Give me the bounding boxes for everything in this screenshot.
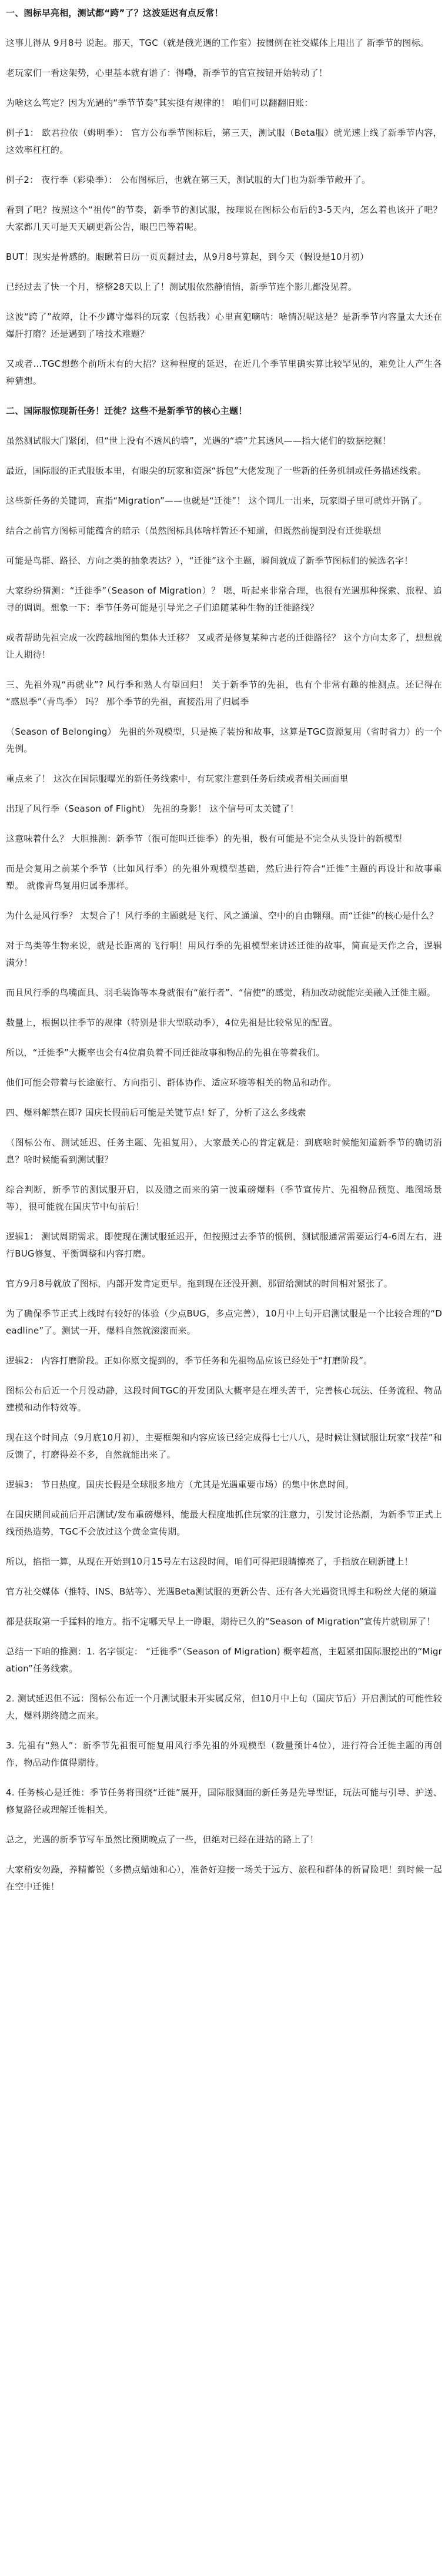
paragraph: 大家稍安勿躁，养精蓄锐（多攒点蜡烛和心），准备好迎接一场关于远方、旅程和群体的新冒险吧！到时候一起在空中迁徙！: [6, 1864, 442, 1892]
paragraph: （Season of Belonging） 先祖的外观模型，只是换了装扮和故事，这算是TGC资源复用（省时省力）的一个先例。: [6, 726, 442, 754]
paragraph: 而且风行季的鸟嘴面具、羽毛装饰等本身就很有“旅行者”、“信使”的感觉，稍加改动就能完美融入迁徙主题。: [6, 987, 436, 998]
paragraph: 4. 任务核心是迁徙：季节任务将围绕“迁徙”展开，国际服测面的新任务是先导型证，玩法可能与引导、护送、修复路径或理解迁徙相关。: [6, 1787, 442, 1815]
paragraph: 大家纷纷猜测：“迁徙季”（Season of Migration）？ 嗯，听起来非常合理，也很有光遇那种探索、旅程、追寻的调调。想象一下：季节任务可能是引导光之子们追随某种生物的迁徙路线？: [6, 585, 442, 613]
paragraph: 为了确保季节正式上线时有较好的体验（少点BUG，多点完善），10月中上旬开启测试服是一个比较合理的“Deadline”了。测试一开，爆料自然就滚滚而来。: [6, 1308, 442, 1336]
paragraph: 现在这个时间点（9月底10月初），主要框架和内容应该已经完成得七七八八，是时候让测试服让玩家“找茬”和反馈了，打磨得差不多，自然就能出来了。: [6, 1432, 442, 1460]
paragraph: 都是获取第一手猛料的地方。指不定哪天早上一睁眼，期待已久的“Season of Migration”宣传片就刷屏了！: [6, 1616, 436, 1627]
paragraph: 这些新任务的关键词，直指“Migration”——也就是“迁徙”！ 这个词儿一出来，玩家圈子里可就炸开锅了。: [6, 495, 427, 506]
paragraph: 图标公布后近一个月没动静，这段时间TGC的开发团队大概率是在埋头苦干，完善核心玩法、任务流程、物品建模和动作特效等。: [6, 1385, 442, 1413]
paragraph: 所以，“迁徙季”大概率也会有4位肩负着不同迁徙故事和物品的先祖在等着我们。: [6, 1047, 325, 1058]
paragraph: 官方社交媒体（推特、INS、B站等）、光遇Beta测试服的更新公告、还有各大光遇资讯博主和粉丝大佬的频道: [6, 1586, 437, 1597]
paragraph: 而是会复用之前某个季节（比如风行季）的先祖外观模型基础，然后进行符合“迁徙”主题的再设计和故事重塑。 就像青鸟复用归属季那样。: [6, 863, 442, 891]
paragraph: 或者帮助先祖完成一次跨越地图的集体大迁移？ 又或者是修复某种古老的迁徙路径？ 这个方向太多了，想想就让人期待！: [6, 632, 442, 660]
paragraph: 这波“跨了”故障，让不少蹲守爆料的玩家（包括我）心里直犯嘀咕：啥情况呢这是？是新季节内容量太大还在爆肝打磨？还是遇到了啥技术难题？: [6, 311, 442, 339]
paragraph: 对于鸟类等生物来说，就是长距离的飞行啊！用风行季的先祖模型来讲述迁徙的故事，简直是天作之合，逻辑满分！: [6, 940, 442, 968]
paragraph: 结合之前官方图标可能蕴含的暗示（虽然图标具体啥样暂还不知道，但既然前提到没有迁徙联想: [6, 525, 382, 536]
paragraph: 这事儿得从 9月8号 说起。那天，TGC（就是俄光遇的工作室）按惯例在社交媒体上甩出了 新季节的图标。: [6, 38, 429, 48]
paragraph: 最近，国际服的正式服版本里，有眼尖的玩家和资深“拆包”大佬发现了一些新的任务机制或任务描述线索。: [6, 465, 427, 476]
paragraph: 已经过去了快一个月，整整28天以上了！测试服依然静悄悄，新季节连个影儿都没见着。: [6, 282, 357, 292]
paragraph: 逻辑1： 测试周期需求。即使现在测试服延迟开，但按照过去季节的惯例，测试服通常需要运行4-6周左右，进行BUG修复、平衡调整和内容打磨。: [6, 1231, 442, 1259]
paragraph: 看到了吧？按照这个“祖传”的节奏，新季节的测试服，按理说在图标公布后的3-5天内，怎么着也该开了吧？ 大家都几天可是天天刷更新公告，眼巴巴等着呢。: [6, 205, 442, 232]
paragraph: 官方9月8号就放了图标，内部开发肯定更早。拖到现在还没开测，那留给测试的时间相对紧张了。: [6, 1278, 393, 1289]
paragraph: 逻辑3： 节日热度。国庆长假是全球服多地方（尤其是光遇重要市场）的集中休息时间。: [6, 1479, 355, 1490]
paragraph: （图标公布、测试延迟、任务主题、先祖复用），大家最关心的肯定就是：到底啥时候能知道新季节的确切消息？啥时候能看到测试服？: [6, 1137, 442, 1165]
paragraph: 例子1： 欧君拉依（姆明季）： 官方公布季节图标后，第三天，测试服（Beta服）就光速上线了新季节内容，这效率杠杠的。: [6, 128, 442, 155]
paragraph: 在国庆期间或前后开启测试/发布重磅爆料，能最大程度地抓住玩家的注意力，引发讨论热潮，为新季节正式上线预热造势，TGC不会放过这个黄金宣传期。: [6, 1509, 442, 1537]
paragraph: 2. 测试延迟但不远：图标公布近一个月测试服未开实属反常，但10月中上旬（国庆节后）开启测试的可能性较大，爆料期终随之而来。: [6, 1693, 442, 1721]
paragraph: 这意味着什么？ 大胆推测：新季节（很可能叫迁徙季）的先祖，极有可能是不完全从头设计的新模型: [6, 833, 402, 844]
paragraph: 虽然测试服大门紧闭，但“世上没有不透风的墙”，光遇的“墙”尤其透风——指大佬们的数据挖掘！: [6, 436, 392, 446]
paragraph: 他们可能会带着与长途旅行、方向指引、群体协作、适应环境等相关的物品和动作。: [6, 1077, 337, 1088]
paragraph: 出现了风行季（Season of Flight） 先祖的身影！ 这个信号可太关键了！: [6, 803, 299, 814]
paragraph: 四、爆料解禁在即? 国庆长假前后可能是关键节点! 好了，分析了这么多线索: [6, 1107, 306, 1118]
paragraph: 为什么是风行季？ 太契合了！风行季的主题就是飞行、风之通道、空中的自由翱翔。而“迁徙”的核心是什么？: [6, 910, 439, 921]
section-heading: 二、国际服惊现新任务！迁徙？这些不是新季节的核心主题！: [6, 406, 248, 416]
paragraph: 逻辑2： 内容打磨阶段。正如你原文提到的，季节任务和先祖物品应该已经处于“打磨阶段”。: [6, 1355, 373, 1366]
paragraph: 可能是鸟群、路径、方向之类的抽象表达？），“迁徙”这个主题，瞬间就成了新季节图标们的候选名字！: [6, 555, 413, 566]
paragraph: 为啥这么笃定？因为光遇的“季节节奏”其实挺有规律的！ 咱们可以翻翻旧账：: [6, 98, 313, 108]
paragraph: 又或者…TGC想憋个前所未有的大招？这种程度的延迟，在近几个季节里确实算比较罕见的，难免让人产生各种猜想。: [6, 359, 442, 386]
paragraph: 重点来了！ 这次在国际服曝光的新任务线索中，有玩家注意到任务后续或者相关画面里: [6, 773, 349, 784]
paragraph: BUT！现实是骨感的。眼瞅着日历一页页翻过去，从9月8号算起，到今天（假设是10月初）: [6, 252, 369, 262]
paragraph: 数量上，根据以往季节的规律（特别是非大型联动季），4位先祖是比较常见的配置。: [6, 1017, 338, 1028]
paragraph: 例子2： 夜行季（彩染季）： 公布图标后，也就在第三天，测试服的大门也为新季节敞开了。: [6, 175, 371, 185]
paragraph: 3. 先祖有“熟人”：新季节先祖很可能复用风行季先祖的外观模型（数量预计4位），进行符合迁徙主题的再创作，物品动作值得期待。: [6, 1740, 442, 1768]
paragraph: 三、先祖外观“再就业”? 风行季和熟人有望回归！ 关于新季节的先祖，也有个非常有趣的推测点。还记得在 “感恩季”（青鸟季） 吗？ 那个季节的先祖，直接沿用了归属季: [6, 679, 442, 707]
paragraph: 综合判断，新季节的测试服开启，以及随之而来的第一波重磅爆料（季节宣传片、先祖物品预览、地图场景等），很可能就在国庆节中旬前后！: [6, 1184, 442, 1212]
section-heading: 一、图标早亮相，测试都“跨”了？这波延迟有点反常！: [6, 8, 223, 18]
paragraph: 总之，光遇的新季节写车虽然比预期晚点了一些，但绝对已经在进站的路上了！: [6, 1834, 319, 1845]
paragraph: 所以，掐指一算，从现在开始到10月15号左右这段时间，咱们可得把眼睛擦亮了，手指放在刷新键上！: [6, 1556, 413, 1567]
paragraph: 总结一下咱的推测：1. 名字锁定： “迁徙季”（Season of Migration) 概率超高，主题紧扣国际服挖出的“Migration”任务线索。: [6, 1646, 442, 1674]
paragraph: 老玩家们一看这架势，心里基本就有谱了：得嘞，新季节的官宣按钮开始转动了！: [6, 68, 328, 78]
